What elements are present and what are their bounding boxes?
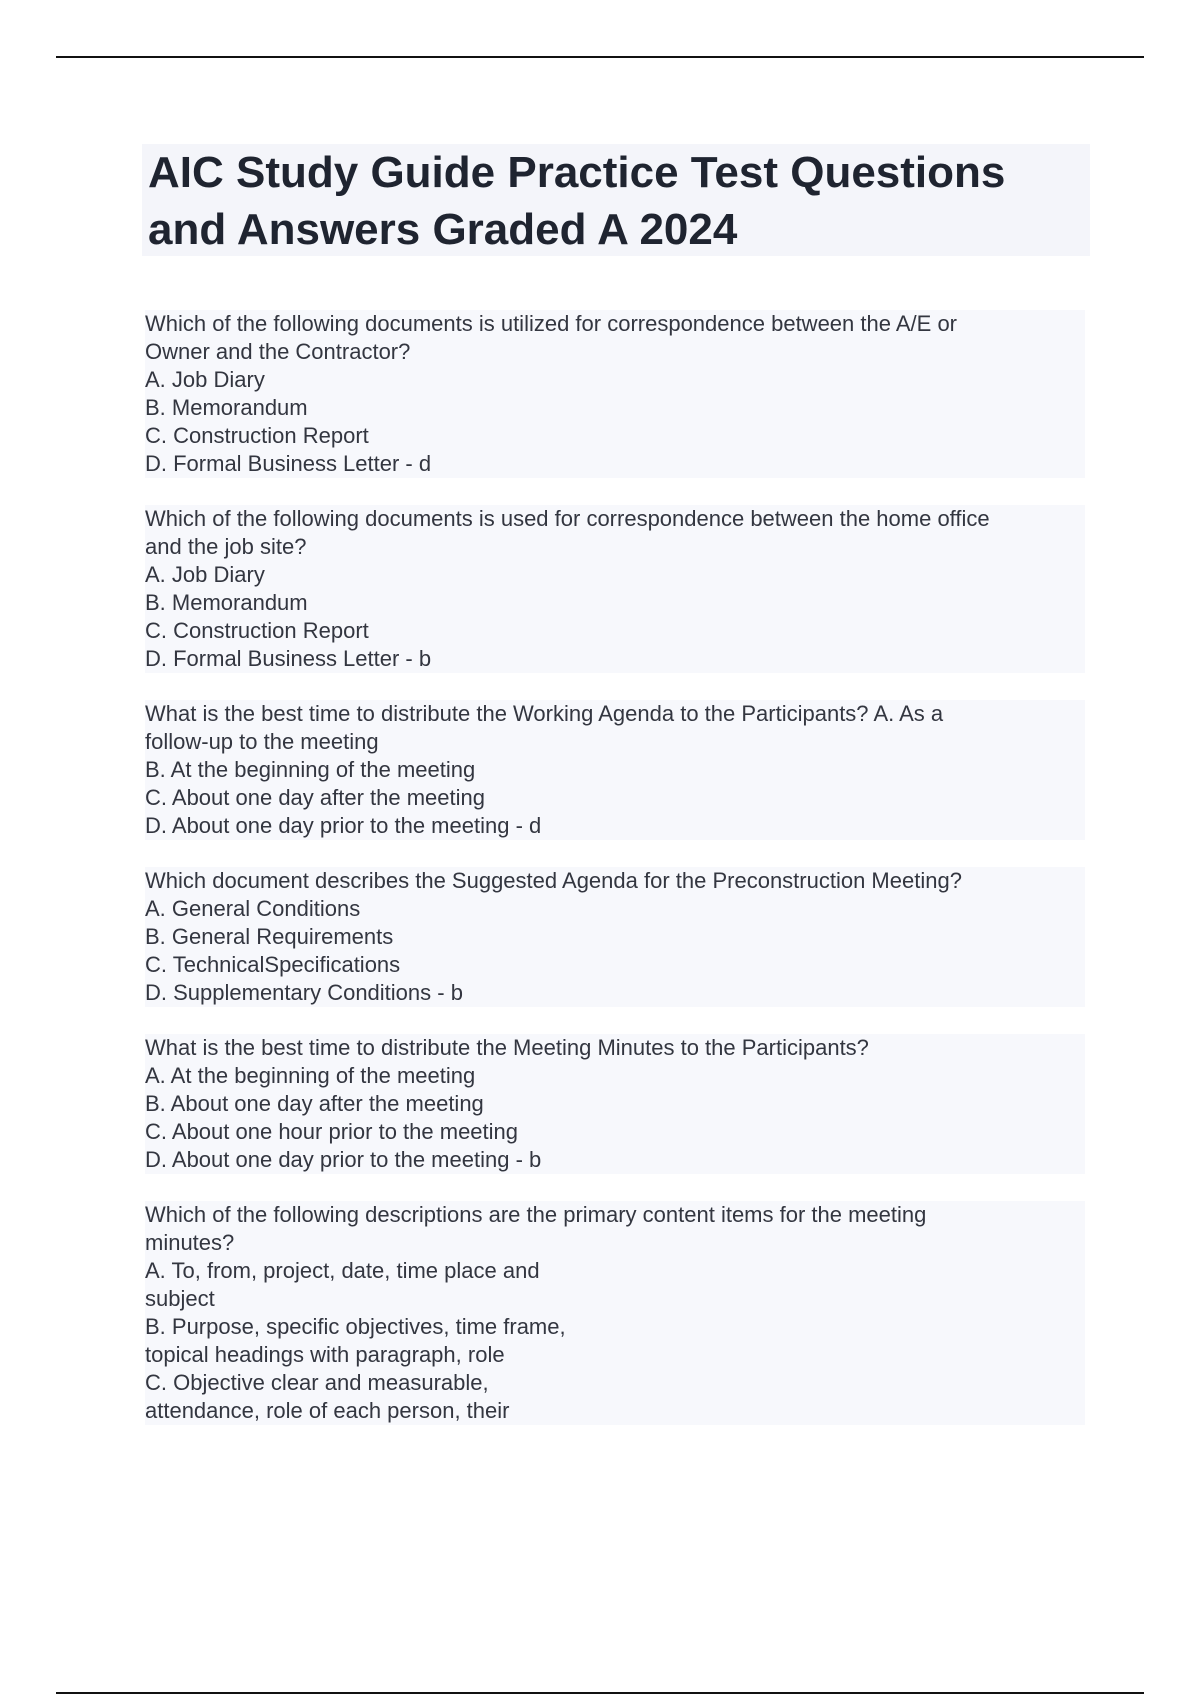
question-block-2	[145, 505, 1085, 673]
answer-option: A. Job Diary	[145, 562, 265, 587]
question-text: Which document describes the Suggested Agenda for the Preconstruction Meeting?	[145, 868, 962, 893]
answer-option: C. Construction Report	[145, 618, 369, 643]
answer-option: D. Formal Business Letter - d	[145, 451, 432, 476]
question-text: follow-up to the meeting	[145, 729, 379, 754]
answer-option: D. About one day prior to the meeting - b	[145, 1147, 542, 1172]
answer-option: C. About one day after the meeting	[145, 785, 486, 810]
question-text: Which of the following descriptions are the primary content items for the meeting	[145, 1202, 927, 1227]
answer-option: D. Supplementary Conditions - b	[145, 980, 463, 1005]
question-text: What is the best time to distribute the Meeting Minutes to the Participants?	[145, 1035, 869, 1060]
answer-option: A. General Conditions	[145, 896, 361, 921]
answer-option: B. Memorandum	[145, 590, 308, 615]
answer-option: A. At the beginning of the meeting	[145, 1063, 476, 1088]
question-block-4	[145, 867, 1085, 1007]
question-block-6	[145, 1201, 1085, 1425]
title-line-2: and Answers Graded A 2024	[148, 205, 738, 254]
answer-option: D. Formal Business Letter - b	[145, 646, 432, 671]
answer-option: B. At the beginning of the meeting	[145, 757, 476, 782]
question-text: Which of the following documents is used for correspondence between the home office	[145, 506, 990, 531]
bottom-rule	[56, 1692, 1144, 1694]
question-text: minutes?	[145, 1230, 235, 1255]
answer-option: B. About one day after the meeting	[145, 1091, 484, 1116]
answer-option: C. About one hour prior to the meeting	[145, 1119, 519, 1144]
question-text: and the job site?	[145, 534, 307, 559]
answer-option: attendance, role of each person, their	[145, 1398, 510, 1423]
document-title	[142, 144, 1090, 256]
answer-option: B. Memorandum	[145, 395, 308, 420]
answer-option: C. TechnicalSpecifications	[145, 952, 401, 977]
question-block-1	[145, 310, 1085, 478]
question-block-5	[145, 1034, 1085, 1174]
answer-option: A. Job Diary	[145, 367, 265, 392]
question-text: Which of the following documents is utilized for correspondence between the A/E or	[145, 311, 958, 336]
question-text: What is the best time to distribute the Working Agenda to the Participants? A. As a	[145, 701, 944, 726]
answer-option: C. Objective clear and measurable,	[145, 1370, 489, 1395]
answer-option: subject	[145, 1286, 215, 1311]
answer-option: topical headings with paragraph, role	[145, 1342, 505, 1367]
answer-option: B. General Requirements	[145, 924, 394, 949]
question-block-3	[145, 700, 1085, 840]
top-rule	[56, 56, 1144, 58]
title-line-1: AIC Study Guide Practice Test Questions	[148, 148, 1006, 197]
question-list	[145, 310, 1085, 1452]
question-text: Owner and the Contractor?	[145, 339, 411, 364]
answer-option: C. Construction Report	[145, 423, 369, 448]
answer-option: D. About one day prior to the meeting - d	[145, 813, 542, 838]
answer-option: A. To, from, project, date, time place and	[145, 1258, 540, 1283]
answer-option: B. Purpose, specific objectives, time frame,	[145, 1314, 566, 1339]
